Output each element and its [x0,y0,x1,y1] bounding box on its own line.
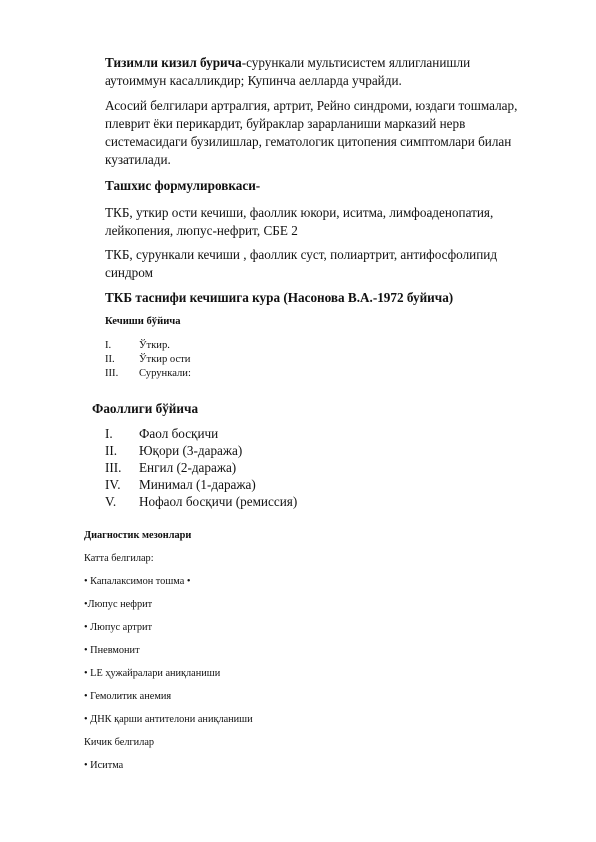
list-text: Енгил (2-даража) [139,460,237,475]
list-item: • Капалаксимон тошма • [84,576,191,587]
list-item [105,353,191,367]
list-item: • Пневмонит [84,645,140,656]
list-number: I. [105,426,113,441]
intro-definition: -сурункали мультисистем яллигланишли [241,55,471,70]
example-2-line-2: синдром [105,265,153,280]
list-text: Ўткир. [139,340,170,351]
list-text: Нофаол босқичи (ремиссия) [139,494,298,509]
list-number: III. [105,460,122,475]
symptoms-line-4: кузатилади. [105,152,171,167]
activity-heading: Фаоллиги бўйича [92,401,199,416]
list-item: • Иситма [84,760,124,771]
list-number: I. [105,340,112,351]
course-heading: Кечиши бўйича [105,316,181,327]
list-item [105,476,256,494]
classification-heading: ТКБ таснифи кечишига кура (Насонова В.А.-1972 буйича) [105,290,454,305]
list-item [105,459,237,477]
example-2-line-1: ТКБ, сурункали кечиши , фаоллик суст, полиартрит, антифосфолипид [105,247,498,262]
list-item [105,493,298,511]
list-item [105,339,170,353]
symptoms-line-3: системасидаги бузилишлар, гематологик цитопения симптомлари билан [105,134,512,149]
major-criteria-heading: Катта белгилар: [84,553,154,564]
list-item: • Люпус артрит [84,622,153,633]
list-item: • Гемолитик анемия [84,691,172,702]
list-text: Сурункали: [139,368,191,379]
list-item [105,442,243,460]
list-number: III. [105,368,119,379]
list-item [105,367,191,381]
list-number: II. [105,354,115,365]
list-item: •Люпус нефрит [84,599,153,610]
symptoms-line-1: Асосий белгилари артралгия, артрит, Рейно синдроми, юздаги тошмалар, [105,98,518,113]
intro-line-2: аутоиммун касалликдир; Купинча аелларда учрайди. [105,73,402,88]
example-1-line-2: лейкопения, люпус-нефрит, СБЕ 2 [105,223,298,238]
minor-criteria-heading: Кичик белгилар [84,737,155,748]
list-number: II. [105,443,118,458]
intro-line-1 [105,54,470,72]
list-text: Юқори (3-даража) [139,443,243,458]
intro-term: Тизимли кизил буричa [105,55,242,70]
symptoms-line-2: плеврит ёки перикардит, буйраклар зарарланиши марказий нерв [105,116,466,131]
criteria-heading: Диагностик мезонлари [84,530,192,541]
diagnosis-heading: Ташхис формулировкаси- [105,178,261,193]
list-number: V. [105,494,117,509]
example-1-line-1: ТКБ, уткир ости кечиши, фаоллик юкори, иситма, лимфоаденопатия, [105,205,494,220]
list-text: Фаол босқичи [139,426,219,441]
list-text: Минимал (1-даража) [139,477,256,492]
list-item: • ДНК қарши антителони аниқланиши [84,714,253,725]
list-text: Ўткир ости [139,354,191,365]
list-number: IV. [105,477,121,492]
list-item: • LE ҳужайралари аниқланиши [84,668,221,679]
list-item [105,425,219,443]
